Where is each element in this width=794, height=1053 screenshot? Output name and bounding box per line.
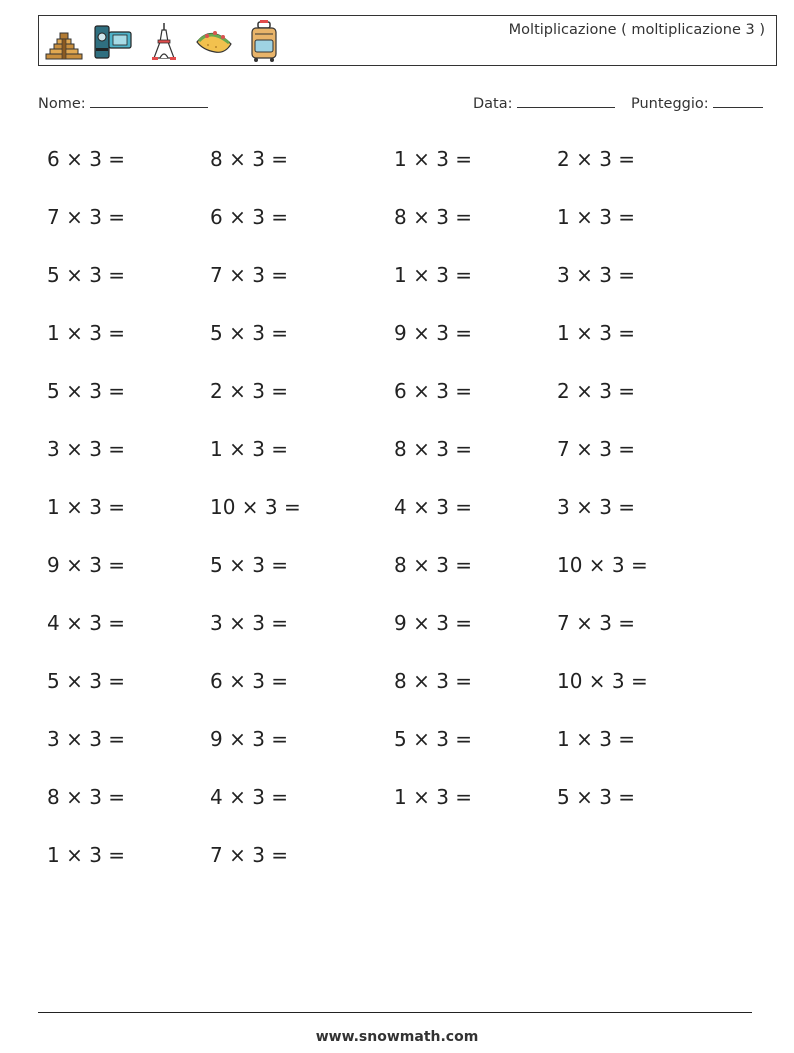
name-label: Nome:	[38, 96, 86, 112]
problem-item: 7 × 3 =	[210, 263, 289, 287]
problem-item: 9 × 3 =	[394, 611, 473, 635]
problem-item: 1 × 3 =	[557, 727, 636, 751]
problem-item: 6 × 3 =	[210, 205, 289, 229]
problem-item: 6 × 3 =	[47, 147, 126, 171]
score-field[interactable]	[631, 93, 763, 112]
header-icons	[43, 20, 293, 62]
pyramid-icon	[43, 20, 85, 62]
problem-item: 9 × 3 =	[394, 321, 473, 345]
problem-item: 4 × 3 =	[47, 611, 126, 635]
problem-item: 7 × 3 =	[210, 843, 289, 867]
problem-item: 7 × 3 =	[557, 437, 636, 461]
problem-item: 5 × 3 =	[210, 321, 289, 345]
problem-item: 1 × 3 =	[394, 263, 473, 287]
problem-item: 1 × 3 =	[47, 495, 126, 519]
problem-item: 3 × 3 =	[47, 437, 126, 461]
taco-icon	[193, 20, 235, 62]
tower-icon	[143, 20, 185, 62]
problem-item: 5 × 3 =	[47, 263, 126, 287]
problem-item: 10 × 3 =	[557, 553, 648, 577]
problem-item: 5 × 3 =	[47, 379, 126, 403]
problem-item: 7 × 3 =	[47, 205, 126, 229]
problem-item: 3 × 3 =	[47, 727, 126, 751]
problem-item: 6 × 3 =	[210, 669, 289, 693]
problem-item: 7 × 3 =	[557, 611, 636, 635]
score-blank[interactable]	[713, 93, 763, 108]
name-blank[interactable]	[90, 93, 208, 108]
date-blank[interactable]	[517, 93, 615, 108]
problem-item: 8 × 3 =	[47, 785, 126, 809]
name-field[interactable]	[38, 93, 208, 112]
problem-item: 6 × 3 =	[394, 379, 473, 403]
problem-item: 1 × 3 =	[394, 785, 473, 809]
problem-item: 2 × 3 =	[557, 379, 636, 403]
problem-item: 5 × 3 =	[557, 785, 636, 809]
problem-item: 4 × 3 =	[210, 785, 289, 809]
problem-item: 1 × 3 =	[557, 321, 636, 345]
date-field[interactable]	[473, 93, 615, 112]
footer-divider	[38, 1012, 752, 1013]
luggage-icon	[243, 20, 285, 62]
problem-item: 5 × 3 =	[47, 669, 126, 693]
problem-item: 3 × 3 =	[210, 611, 289, 635]
student-fields	[38, 93, 770, 115]
problem-grid	[47, 145, 737, 899]
problem-item: 8 × 3 =	[394, 553, 473, 577]
problem-item: 4 × 3 =	[394, 495, 473, 519]
problem-item: 9 × 3 =	[210, 727, 289, 751]
problem-item: 10 × 3 =	[557, 669, 648, 693]
problem-item: 2 × 3 =	[210, 379, 289, 403]
problem-item: 5 × 3 =	[394, 727, 473, 751]
problem-item: 1 × 3 =	[557, 205, 636, 229]
problem-item: 8 × 3 =	[394, 669, 473, 693]
problem-item: 2 × 3 =	[557, 147, 636, 171]
problem-item: 1 × 3 =	[210, 437, 289, 461]
problem-item: 8 × 3 =	[394, 437, 473, 461]
footer-website: www.snowmath.com	[315, 1029, 479, 1045]
problem-item: 3 × 3 =	[557, 263, 636, 287]
score-label: Punteggio:	[631, 96, 709, 112]
problem-item: 8 × 3 =	[394, 205, 473, 229]
problem-item: 8 × 3 =	[210, 147, 289, 171]
problem-item: 10 × 3 =	[210, 495, 301, 519]
problem-item: 1 × 3 =	[47, 321, 126, 345]
problem-item: 9 × 3 =	[47, 553, 126, 577]
camcorder-icon	[93, 20, 135, 62]
problem-item: 1 × 3 =	[394, 147, 473, 171]
date-label: Data:	[473, 96, 513, 112]
worksheet-header	[38, 15, 777, 66]
problem-item: 5 × 3 =	[210, 553, 289, 577]
problem-item: 1 × 3 =	[47, 843, 126, 867]
problem-item: 3 × 3 =	[557, 495, 636, 519]
worksheet-title: Moltiplicazione ( moltiplicazione 3 )	[508, 22, 765, 38]
